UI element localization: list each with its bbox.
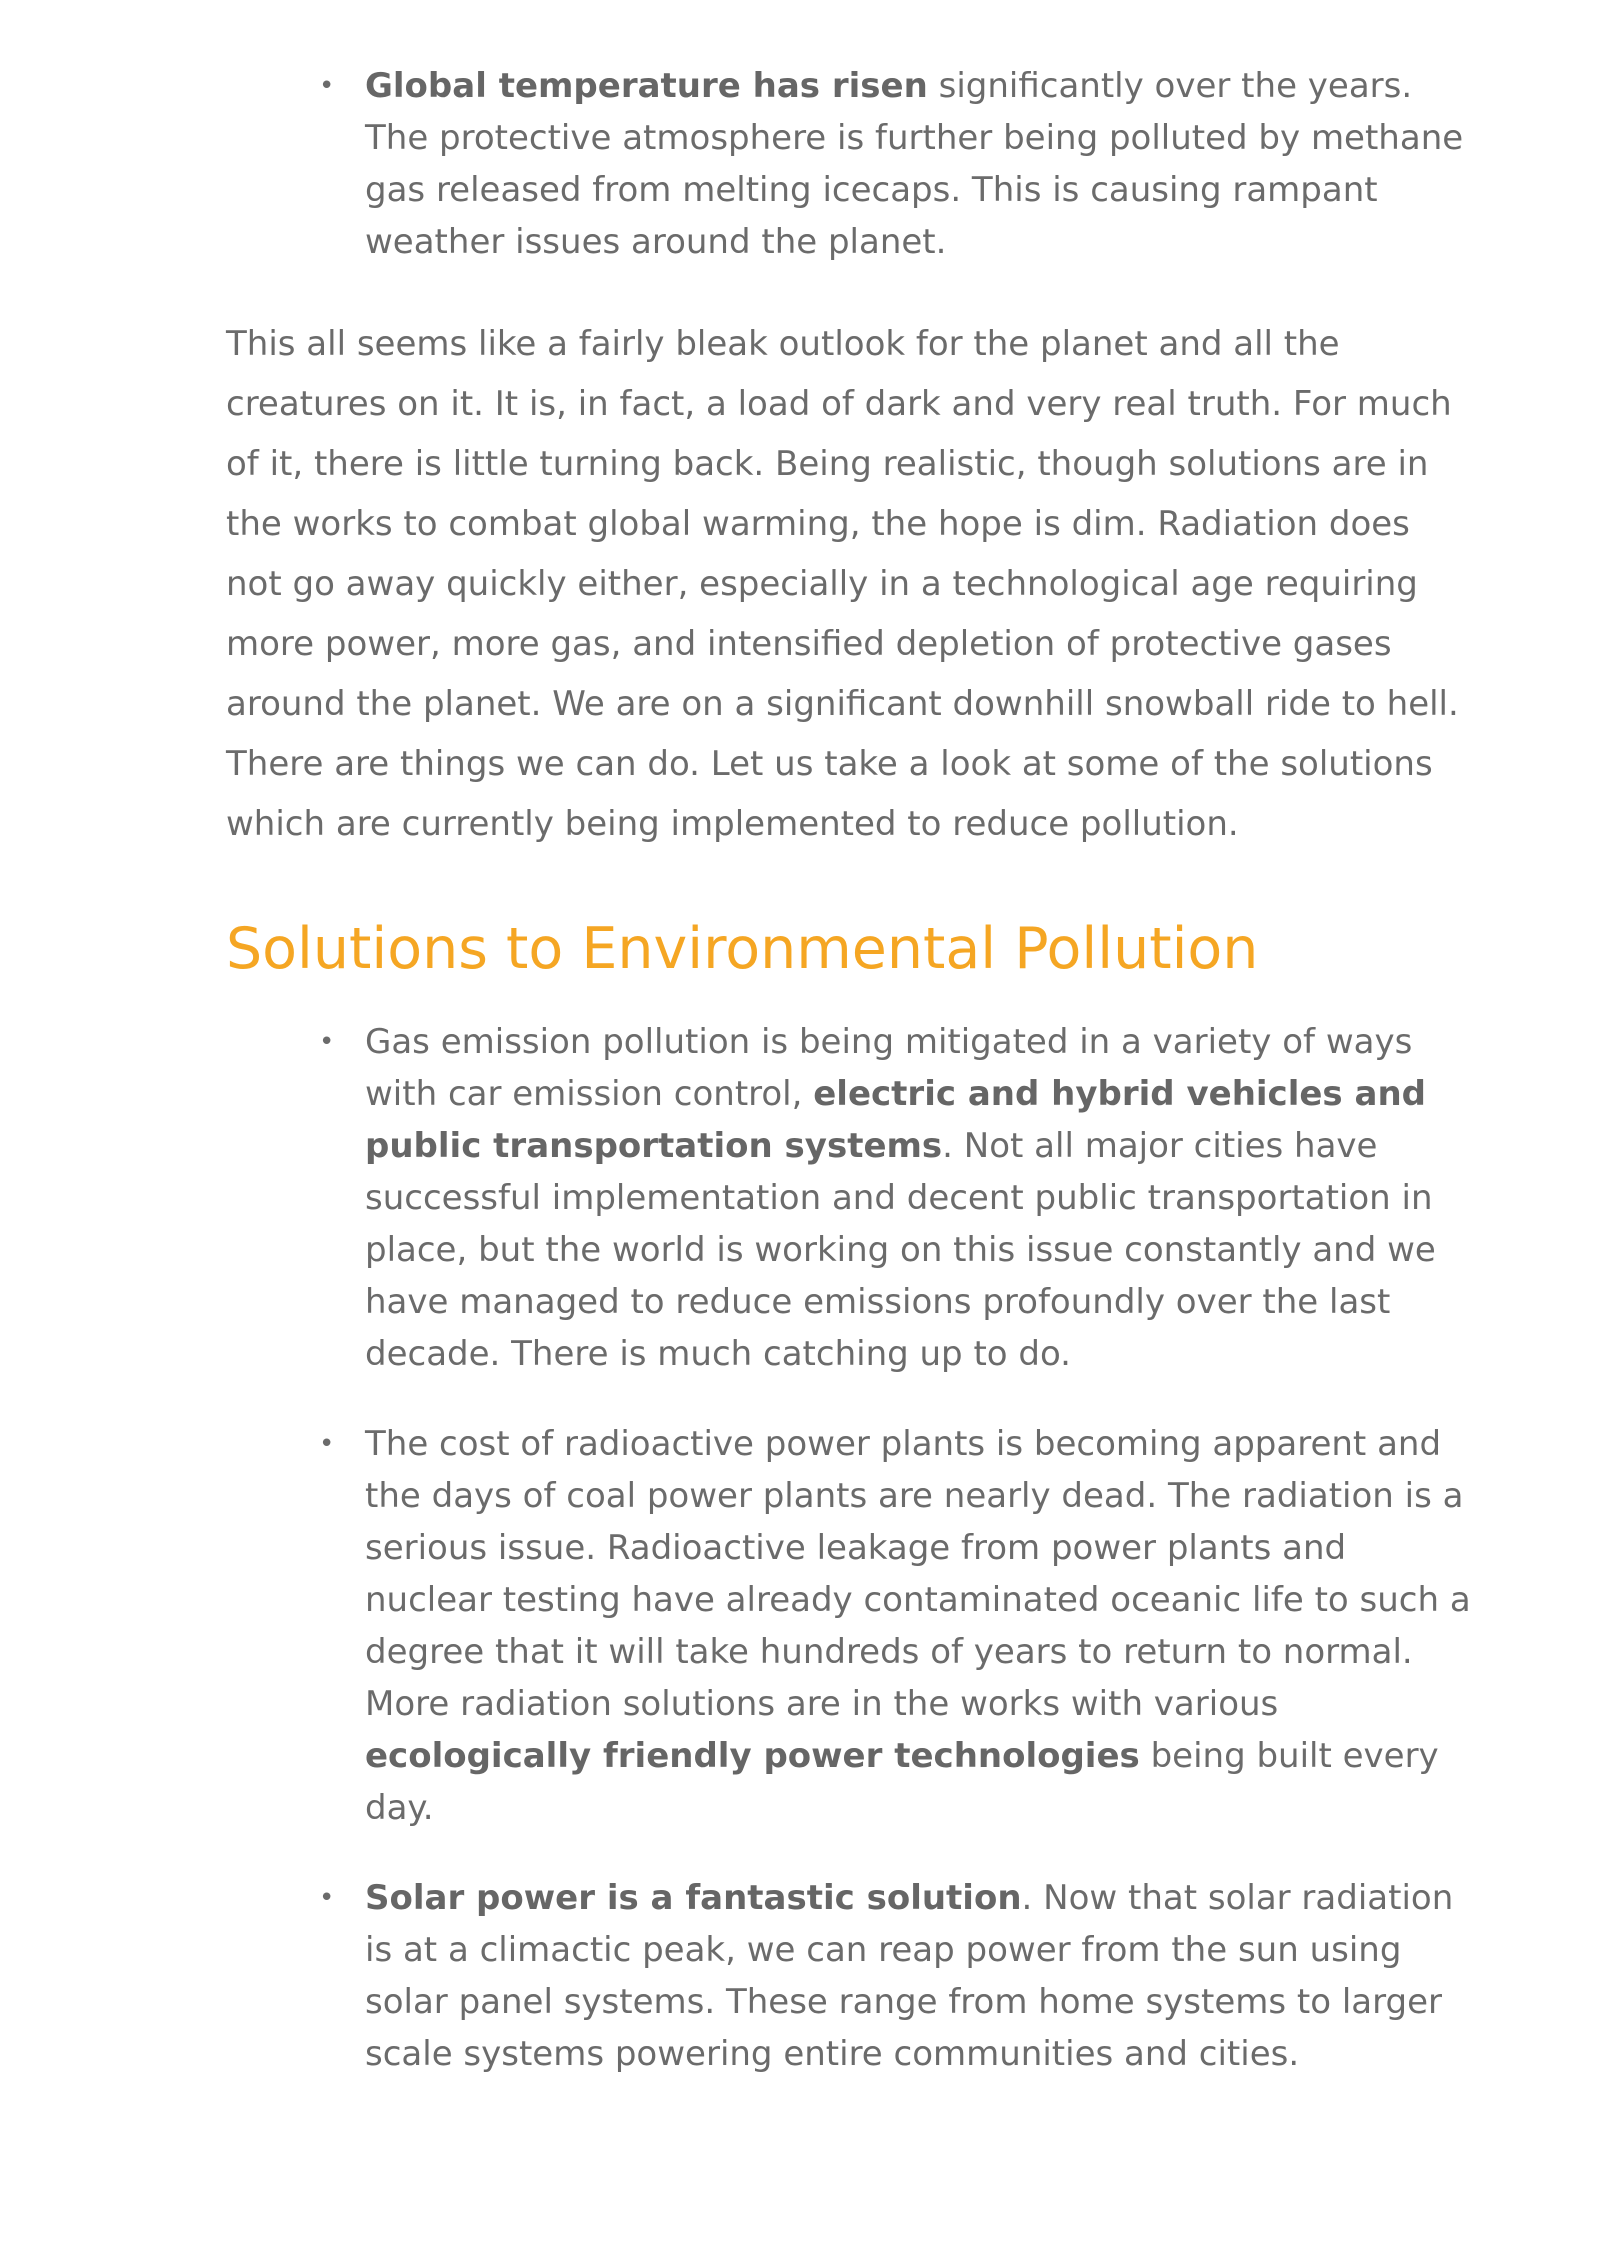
body-paragraph: This all seems like a fairly bleak outlook for the planet and all the creatures on it. It is, in fact, a load of dark and very real truth. For much of it, there is little turning back. Being realistic, though solutions are in the works to combat global warming, the hope is dim. Radiation does not go away quickly either, especially in a technological age requiring more power, more gas, and intensified depletion of protective gases around the planet. We are on a significant downhill snowball ride to hell. There are things we can do. Let us take a look at some of the solutions which are currently being implemented to reduce pollution. [226,324,1459,844]
bullet-text: The cost of radioactive power plants is becoming apparent and the days of coal power plants are nearly dead. The radiation is a serious issue. Radioactive leakage from power plants and nuclear testing have already contaminated oceanic life to such a degree that it will take hundreds of years to return to normal. More radiation solutions are in the works with various [365,1424,1471,1724]
bullet-text: . Not all major cities have successful implementation and decent public transportation in place, but the world is working on this issue constantly and we have managed to reduce emissions profoundly over the last decade. There is much catching up to do. [365,1126,1436,1374]
bullet-text: . Now that solar radiation is at a climactic peak, we can reap power from the sun using solar panel systems. These range from home systems to larger scale systems powering entire communities and cities. [365,1878,1454,2074]
intro-bullet-list [226,60,1476,268]
bullet-bold-text: electric and hybrid vehicles and public transportation systems [365,1074,1426,1166]
bullet-text: being built every day. [365,1736,1439,1828]
bullet-dot-icon: • [319,1027,335,1057]
section-heading: Solutions to Environmental Pollution [226,916,1259,982]
bullet-item-global-temperature [319,60,1476,268]
bullet-bold-text: Solar power is a fantastic solution [365,1878,1022,1918]
bullet-text: significantly over the years. The protective atmosphere is further being polluted by methane gas released from melting icecaps. This is causing rampant weather issues around the planet. [365,66,1464,262]
bullet-text: Gas emission pollution is being mitigated in a variety of ways with car emission control, [365,1022,1413,1114]
bullet-dot-icon: • [319,1429,335,1459]
document-page [226,60,1476,2080]
solutions-bullet-list [226,1016,1476,2080]
bullet-dot-icon: • [319,71,335,101]
bullet-dot-icon: • [319,1883,335,1913]
bullet-bold-text: ecologically friendly power technologies [365,1736,1140,1776]
bullet-item-radioactive-power [319,1418,1476,1834]
bullet-item-solar-power [319,1872,1476,2080]
bullet-item-gas-emission [319,1016,1476,1380]
bullet-bold-text: Global temperature has risen [365,66,928,106]
